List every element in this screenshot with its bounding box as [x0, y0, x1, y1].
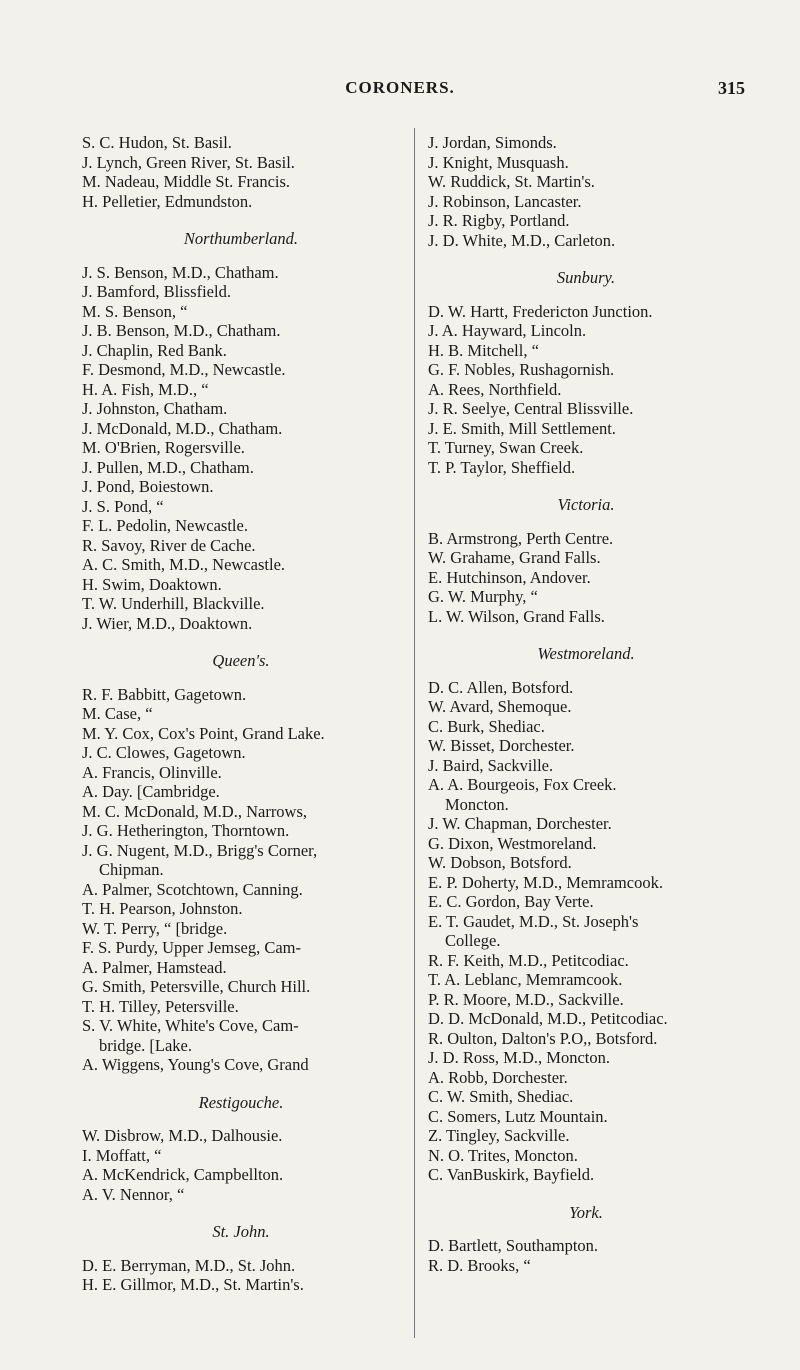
- coroner-entry: E. P. Doherty, M.D., Memramcook.: [428, 872, 663, 892]
- coroner-entry: T. A. Leblanc, Memramcook.: [428, 970, 623, 989]
- coroner-entry: M. C. McDonald, M.D., Narrows,: [82, 801, 308, 821]
- coroner-entry: D. Bartlett, Southampton.: [428, 1236, 599, 1255]
- coroner-entry: J. Johnston, Chatham.: [82, 399, 228, 418]
- coroner-entry: P. R. Moore, M.D., Sackville.: [428, 989, 624, 1009]
- coroner-entry: A. McKendrick, Campbellton.: [82, 1165, 284, 1184]
- coroner-entry: W. Grahame, Grand Falls.: [428, 548, 601, 567]
- coroner-entry: E. Hutchinson, Andover.: [428, 567, 591, 587]
- coroner-entry: M. Case, “: [82, 704, 153, 723]
- coroner-entry: A. Wiggens, Young's Cove, Grand: [82, 1055, 309, 1074]
- coroner-entry: W. Bisset, Dorchester.: [428, 736, 575, 755]
- coroner-entry: J. Pullen, M.D., Chatham.: [82, 457, 254, 477]
- coroner-entry: T. H. Pearson, Johnston.: [82, 899, 243, 918]
- coroner-entry: J. C. Clowes, Gagetown.: [82, 743, 246, 762]
- entry-continuation: Moncton.: [445, 794, 509, 814]
- coroner-entry: S. C. Hudon, St. Basil.: [82, 133, 232, 152]
- coroner-entry: C. W. Smith, Shediac.: [428, 1087, 574, 1106]
- coroner-entry: F. Desmond, M.D., Newcastle.: [82, 360, 286, 379]
- coroner-entry: T. P. Taylor, Sheffield.: [428, 457, 576, 477]
- coroner-entry: R. Savoy, River de Cache.: [82, 535, 256, 555]
- coroner-entry: D. W. Hartt, Fredericton Junction.: [428, 301, 653, 321]
- coroner-entry: J. W. Chapman, Dorchester.: [428, 814, 612, 833]
- coroner-entry: H. Swim, Doaktown.: [82, 574, 222, 594]
- coroner-entry: W. Dobson, Botsford.: [428, 853, 572, 872]
- coroner-entry: H. B. Mitchell, “: [428, 340, 539, 360]
- coroner-entry: D. C. Allen, Botsford.: [428, 677, 574, 697]
- coroner-entry: A. Palmer, Scotchtown, Canning.: [82, 879, 303, 899]
- coroner-entry: J. S. Benson, M.D., Chatham.: [82, 262, 279, 282]
- county-heading: Westmoreland.: [537, 644, 635, 663]
- coroner-entry: W. Ruddick, St. Martin's.: [428, 172, 595, 191]
- coroner-entry: Z. Tingley, Sackville.: [428, 1126, 570, 1145]
- coroner-entry: J. Robinson, Lancaster.: [428, 191, 582, 211]
- coroner-entry: J. D. White, M.D., Carleton.: [428, 230, 616, 250]
- coroner-entry: J. Wier, M.D., Doaktown.: [82, 613, 253, 633]
- coroner-entry: T. Turney, Swan Creek.: [428, 438, 584, 457]
- coroner-entry: F. S. Purdy, Upper Jemseg, Cam-: [82, 938, 301, 957]
- coroner-entry: A. Rees, Northfield.: [428, 379, 562, 399]
- county-heading: York.: [569, 1202, 603, 1222]
- coroner-entry: L. W. Wilson, Grand Falls.: [428, 606, 605, 626]
- coroner-entry: W. T. Perry, “ [bridge.: [82, 918, 228, 938]
- coroner-entry: A. Francis, Olinville.: [82, 762, 222, 782]
- left-column: [82, 133, 400, 1295]
- coroner-entry: J. G. Hetherington, Thorntown.: [82, 821, 290, 840]
- coroner-entry: C. Somers, Lutz Mountain.: [428, 1106, 608, 1126]
- coroner-entry: D. E. Berryman, M.D., St. John.: [82, 1255, 296, 1275]
- coroner-entry: J. A. Hayward, Lincoln.: [428, 321, 587, 340]
- coroner-entry: T. H. Tilley, Petersville.: [82, 996, 239, 1016]
- coroner-entry: H. E. Gillmor, M.D., St. Martin's.: [82, 1275, 304, 1294]
- coroner-entry: R. F. Babbitt, Gagetown.: [82, 684, 247, 704]
- coroner-entry: E. C. Gordon, Bay Verte.: [428, 892, 594, 911]
- coroner-entry: I. Moffatt, “: [82, 1145, 162, 1165]
- entry-continuation: bridge. [Lake.: [99, 1035, 192, 1055]
- coroner-entry: J. G. Nugent, M.D., Brigg's Corner,: [82, 840, 318, 860]
- entry-continuation: College.: [445, 931, 501, 950]
- coroner-entry: B. Armstrong, Perth Centre.: [428, 528, 614, 548]
- coroner-entry: G. Dixon, Westmoreland.: [428, 833, 597, 853]
- coroner-entry: F. L. Pedolin, Newcastle.: [82, 516, 248, 535]
- right-column: [428, 133, 744, 1275]
- coroner-entry: A. V. Nennor, “: [82, 1184, 185, 1204]
- page-number: 315: [718, 78, 745, 98]
- coroner-entry: J. B. Benson, M.D., Chatham.: [82, 321, 281, 340]
- county-heading: Victoria.: [557, 495, 615, 514]
- coroner-entry: J. McDonald, M.D., Chatham.: [82, 418, 283, 438]
- coroner-entry: J. Chaplin, Red Bank.: [82, 340, 227, 360]
- coroner-entry: E. T. Gaudet, M.D., St. Joseph's: [428, 911, 639, 931]
- coroner-entry: A. A. Bourgeois, Fox Creek.: [428, 775, 617, 794]
- county-heading: Northumberland.: [183, 229, 299, 248]
- coroner-entry: R. Oulton, Dalton's P.O,, Botsford.: [428, 1028, 658, 1048]
- coroner-entry: H. Pelletier, Edmundston.: [82, 191, 253, 211]
- running-title: CORONERS.: [345, 78, 455, 97]
- coroner-entry: J. Jordan, Simonds.: [428, 133, 557, 152]
- coroner-entry: A. Day. [Cambridge.: [82, 782, 220, 801]
- coroner-entry: M. O'Brien, Rogersville.: [82, 438, 245, 457]
- coroner-entry: C. VanBuskirk, Bayfield.: [428, 1165, 595, 1184]
- coroner-entry: S. V. White, White's Cove, Cam-: [82, 1016, 299, 1035]
- coroner-entry: J. R. Seelye, Central Blissville.: [428, 399, 634, 418]
- coroner-entry: J. Knight, Musquash.: [428, 152, 569, 172]
- coroner-entry: J. D. Ross, M.D., Moncton.: [428, 1048, 610, 1067]
- page-header: [0, 78, 800, 108]
- coroner-entry: W. Disbrow, M.D., Dalhousie.: [82, 1126, 283, 1145]
- entry-continuation: Chipman.: [99, 860, 164, 879]
- coroner-entry: J. Pond, Boiestown.: [82, 477, 214, 496]
- coroner-entry: R. D. Brooks, “: [428, 1255, 531, 1275]
- county-heading: Queen's.: [212, 651, 270, 670]
- coroner-entry: J. E. Smith, Mill Settlement.: [428, 418, 616, 438]
- coroner-entry: J. S. Pond, “: [82, 496, 164, 516]
- coroner-entry: M. Y. Cox, Cox's Point, Grand Lake.: [82, 723, 325, 743]
- coroner-entry: D. D. McDonald, M.D., Petitcodiac.: [428, 1009, 668, 1028]
- coroner-entry: A. C. Smith, M.D., Newcastle.: [82, 555, 286, 574]
- county-heading: St. John.: [212, 1222, 270, 1241]
- county-heading: Sunbury.: [556, 268, 616, 287]
- coroner-entry: G. Smith, Petersville, Church Hill.: [82, 977, 311, 996]
- coroner-entry: G. W. Murphy, “: [428, 587, 538, 606]
- coroner-entry: J. R. Rigby, Portland.: [428, 211, 570, 230]
- county-heading: Restigouche.: [198, 1092, 284, 1112]
- coroner-entry: C. Burk, Shediac.: [428, 716, 545, 736]
- coroner-entry: A. Robb, Dorchester.: [428, 1067, 568, 1087]
- coroner-entry: J. Lynch, Green River, St. Basil.: [82, 152, 295, 172]
- coroner-entry: M. S. Benson, “: [82, 301, 188, 321]
- coroner-entry: W. Avard, Shemoque.: [428, 697, 572, 716]
- coroner-entry: R. F. Keith, M.D., Petitcodiac.: [428, 950, 629, 970]
- coroner-entry: J. Bamford, Blissfield.: [82, 282, 231, 301]
- coroner-entry: M. Nadeau, Middle St. Francis.: [82, 172, 291, 191]
- column-divider: [414, 128, 415, 1338]
- coroner-entry: J. Baird, Sackville.: [428, 755, 554, 775]
- coroner-entry: N. O. Trites, Moncton.: [428, 1145, 578, 1165]
- coroner-entry: A. Palmer, Hamstead.: [82, 957, 227, 977]
- coroner-entry: G. F. Nobles, Rushagornish.: [428, 360, 615, 379]
- coroner-entry: T. W. Underhill, Blackville.: [82, 594, 265, 613]
- coroner-entry: H. A. Fish, M.D., “: [82, 379, 209, 399]
